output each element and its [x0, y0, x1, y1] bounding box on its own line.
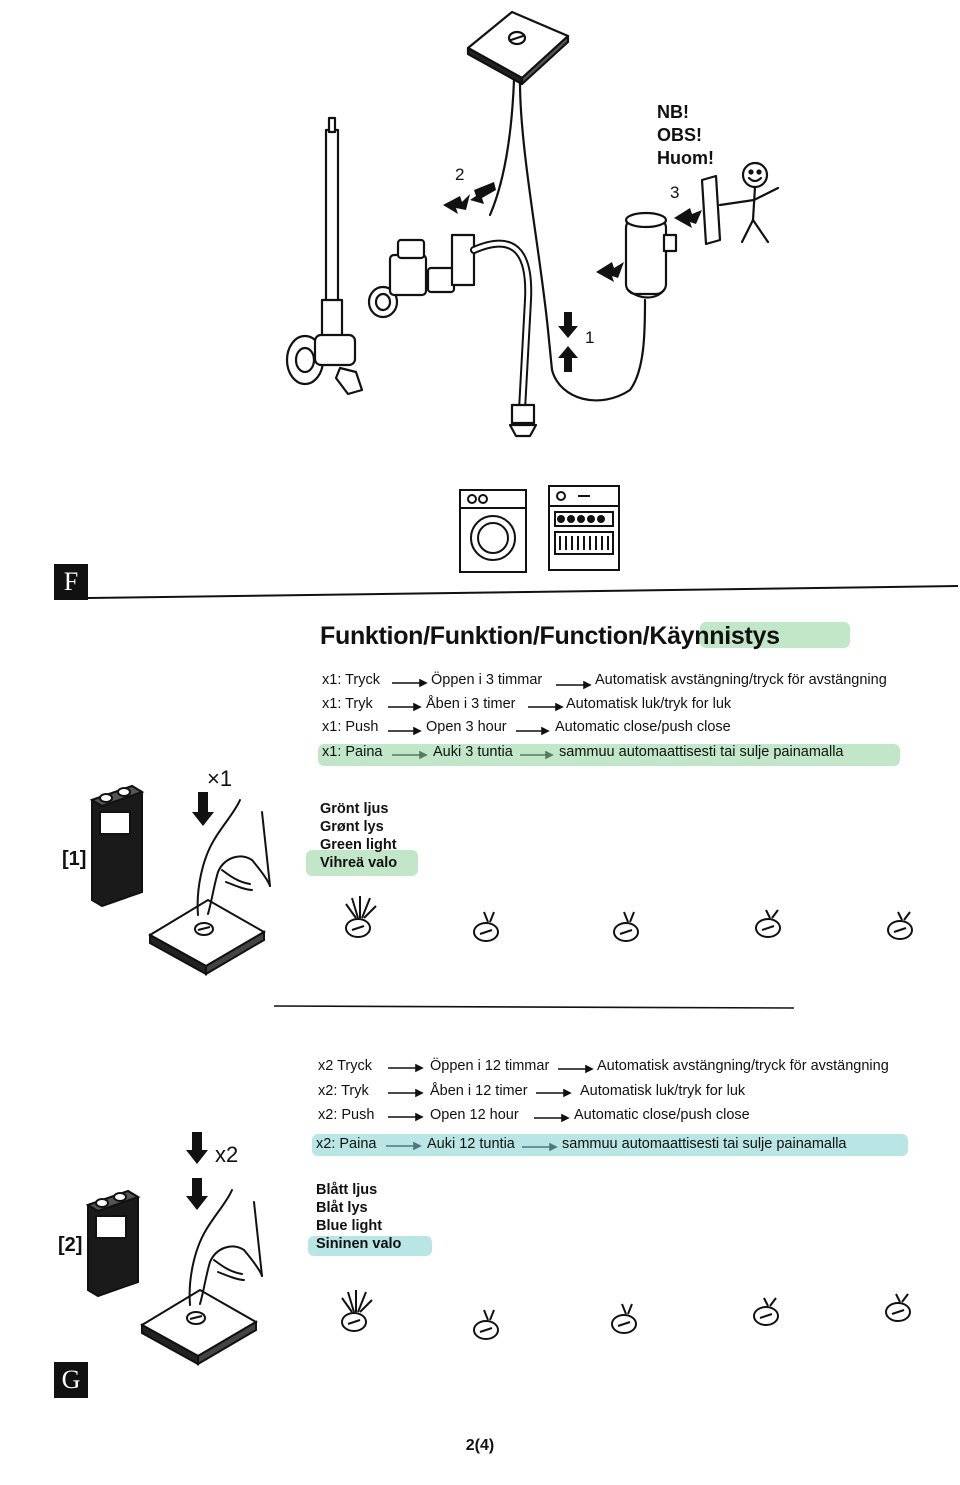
- close-text: sammuu automaattisesti tai sulje painamalla: [562, 1136, 847, 1152]
- open-text: Open 12 hour: [430, 1107, 519, 1123]
- close-text: sammuu automaattisesti tai sulje painamalla: [559, 744, 844, 760]
- close-text: Automatisk avstängning/tryck för avstängning: [595, 672, 887, 688]
- led-button-icon: [756, 910, 780, 937]
- close-text: Automatisk luk/tryk for luk: [580, 1083, 746, 1099]
- note-obs: OBS!: [657, 125, 702, 145]
- push-plate-icon: [150, 900, 264, 974]
- close-text: Automatic close/push close: [574, 1107, 750, 1123]
- led-button-icon: [346, 896, 376, 937]
- led-button-icon: [612, 1304, 636, 1333]
- led-button-icon: [342, 1290, 372, 1331]
- press-arrow-icon: [186, 1132, 208, 1164]
- section-g-badge: G: [54, 1362, 88, 1398]
- press-arrow-icon: [186, 1178, 208, 1210]
- open-text: Auki 3 tuntia: [433, 744, 513, 760]
- light-label: Blåt lys: [316, 1200, 368, 1216]
- step-number-3: 3: [670, 183, 680, 202]
- light-label: Blue light: [316, 1218, 383, 1234]
- press-text: x1: Push: [322, 719, 379, 735]
- light-label: Vihreä valo: [320, 855, 398, 871]
- led-button-icon: [888, 912, 912, 939]
- press-text: x2: Push: [318, 1107, 375, 1123]
- press-text: x2: Tryk: [318, 1083, 369, 1099]
- light-label: Green light: [320, 837, 397, 853]
- step-number-2: 2: [455, 165, 465, 184]
- led-button-icon: [474, 1310, 498, 1339]
- open-text: Open 3 hour: [426, 719, 507, 735]
- light-label: Grønt lys: [320, 819, 384, 835]
- open-text: Öppen i 12 timmar: [430, 1058, 550, 1074]
- function-title: Funktion/Funktion/Function/Käynnistys: [320, 622, 780, 650]
- step-1-multiplier: ×1: [207, 766, 233, 791]
- battery-icon: [92, 786, 142, 906]
- press-arrow-icon: [192, 792, 214, 826]
- light-label: Blått ljus: [316, 1182, 378, 1198]
- led-button-icon: [754, 1298, 778, 1325]
- open-text: Åben i 12 timer: [430, 1083, 528, 1099]
- led-button-icon: [474, 912, 498, 941]
- press-text: x1: Tryk: [322, 696, 373, 712]
- step-2-label: [2]: [58, 1234, 83, 1256]
- close-text: Automatisk avstängning/tryck för avstängning: [597, 1058, 889, 1074]
- push-plate-icon: [142, 1290, 256, 1364]
- press-text: x1: Paina: [322, 744, 383, 760]
- step-1-label: [1]: [62, 848, 87, 870]
- page-number: 2(4): [465, 1437, 495, 1454]
- close-text: Automatic close/push close: [555, 719, 731, 735]
- step-number-1: 1: [585, 328, 595, 347]
- section-f-badge: F: [54, 564, 88, 600]
- open-text: Auki 12 tuntia: [427, 1136, 515, 1152]
- hand-icon: [190, 1190, 262, 1305]
- battery-icon: [88, 1191, 138, 1296]
- open-text: Öppen i 3 timmar: [431, 672, 543, 688]
- light-label: Grönt ljus: [320, 801, 389, 817]
- note-huom: Huom!: [657, 148, 714, 168]
- press-text: x2: Paina: [316, 1136, 377, 1152]
- light-label: Sininen valo: [316, 1236, 402, 1252]
- open-text: Åben i 3 timer: [426, 696, 516, 712]
- note-nb: NB!: [657, 102, 689, 122]
- led-button-icon: [886, 1294, 910, 1321]
- press-text: x2 Tryck: [318, 1058, 372, 1074]
- led-button-icon: [614, 912, 638, 941]
- close-text: Automatisk luk/tryk for luk: [566, 696, 732, 712]
- step-2-multiplier: x2: [215, 1142, 239, 1167]
- press-text: x1: Tryck: [322, 672, 381, 688]
